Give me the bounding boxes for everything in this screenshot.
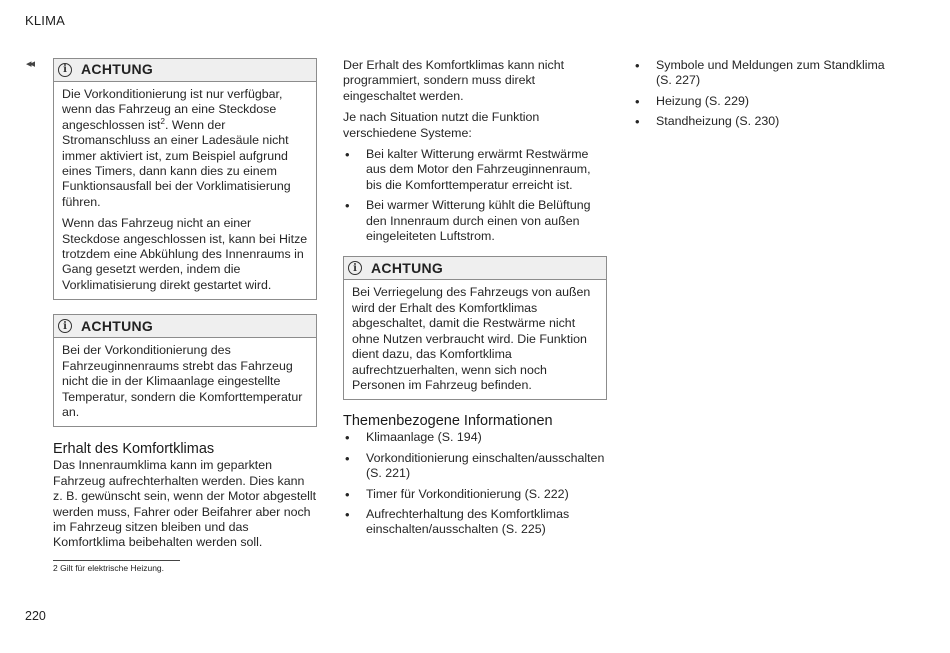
info-icon: i [58,319,72,333]
section-title: Erhalt des Komfortklimas [53,441,215,458]
list-item: • Bei kalter Witterung erwärmt Restwärme aus dem Motor den Fahrzeuginnenraum, bis die Komforttemperatur erreicht ist. [343,147,607,193]
warning-text: . Wenn der Stromanschluss an einer Ladesäule nicht immer aktiviert ist, zum Beispiel aufgrund eines Timers, dann kann dies zu einem Funktionsausfall bei der Vorklimatisierung führen. [62,117,291,209]
related-info-title: Themenbezogene Informationen [343,413,553,430]
footnote-divider [53,560,180,561]
warning-body [54,82,316,299]
related-link[interactable]: • Vorkonditionierung einschalten/ausschalten (S. 221) [343,451,607,482]
warning-header [54,315,316,338]
bullet-list [343,147,607,244]
warning-box [53,314,317,427]
warning-paragraph: Wenn das Fahrzeug nicht an einer Steckdose angeschlossen ist, kann bei Hitze trotzdem eine Abkühlung des Innenraums in Gang gesetzt werden, indem die Vorklimatisierung direkt gestartet wird. [62,216,308,292]
warning-text: Die Vorkonditionierung ist nur verfügbar, wenn das Fahrzeug an eine Steckdose angeschlossen ist [62,87,283,132]
related-link[interactable]: • Klimaanlage (S. 194) [343,430,607,445]
warning-header [344,257,606,280]
warning-paragraph: Bei Verriegelung des Fahrzeugs von außen wird der Erhalt des Komfortklimas abgeschaltet, damit die Restwärme nicht ohne Nutzen verbraucht wird. Die Funktion dient dazu, das Komfortklima aufrechtzuerhalten, wenn sich noch Personen im Fahrzeug befinden. [352,285,591,392]
body-paragraph: Je nach Situation nutzt die Funktion verschiedene Systeme: [343,110,540,140]
related-links-list [343,430,607,537]
related-links-list [633,58,903,130]
warning-box [53,58,317,300]
warning-paragraph: Bei der Vorkonditionierung des Fahrzeuginnenraums strebt das Fahrzeug nicht die in der Klimaanlage eingestellte Temperatur, sondern die Komforttemperatur an. [62,343,303,419]
related-link[interactable]: • Timer für Vorkonditionierung (S. 222) [343,487,607,502]
warning-title: ACHTUNG [81,61,154,78]
related-link[interactable]: • Symbole und Meldungen zum Standklima (S. 227) [633,58,903,89]
warning-body [344,280,606,399]
info-icon: i [58,63,72,77]
chapter-header: KLIMA [25,13,66,28]
list-item: • Bei warmer Witterung kühlt die Belüftung den Innenraum durch einen von außen eingeleiteten Luftstrom. [343,198,607,244]
footnote: 2 Gilt für elektrische Heizung. [53,563,165,573]
related-link[interactable]: • Heizung (S. 229) [633,94,903,109]
body-paragraph: Der Erhalt des Komfortklimas kann nicht programmiert, sondern muss direkt eingeschaltet werden. [343,58,565,103]
warning-body [54,338,316,426]
warning-paragraph [62,87,308,210]
section-paragraph: Das Innenraumklima kann im geparkten Fahrzeug aufrechterhalten werden. Dies kann z. B. gewünscht sein, wenn der Motor abgestellt werden muss, Fahrer oder Beifahrer aber noch im Fahrzeug sitzen bleiben und das Komfortklima beibehalten werden soll. [53,458,317,550]
warning-title: ACHTUNG [81,317,154,334]
warning-title: ACHTUNG [371,259,444,276]
related-link[interactable]: • Standheizung (S. 230) [633,114,903,129]
column-3 [633,58,903,135]
warning-box [343,256,607,400]
warning-header [54,59,316,82]
page-number: 220 [25,609,46,623]
info-icon: i [348,261,362,275]
continued-marker-icon: ◂◂ [26,58,34,70]
column-1 [53,58,317,557]
footnote-reference[interactable]: 2 [160,116,165,126]
column-2 [343,58,607,543]
related-link[interactable]: • Aufrechterhaltung des Komfortklimas einschalten/ausschalten (S. 225) [343,507,607,538]
